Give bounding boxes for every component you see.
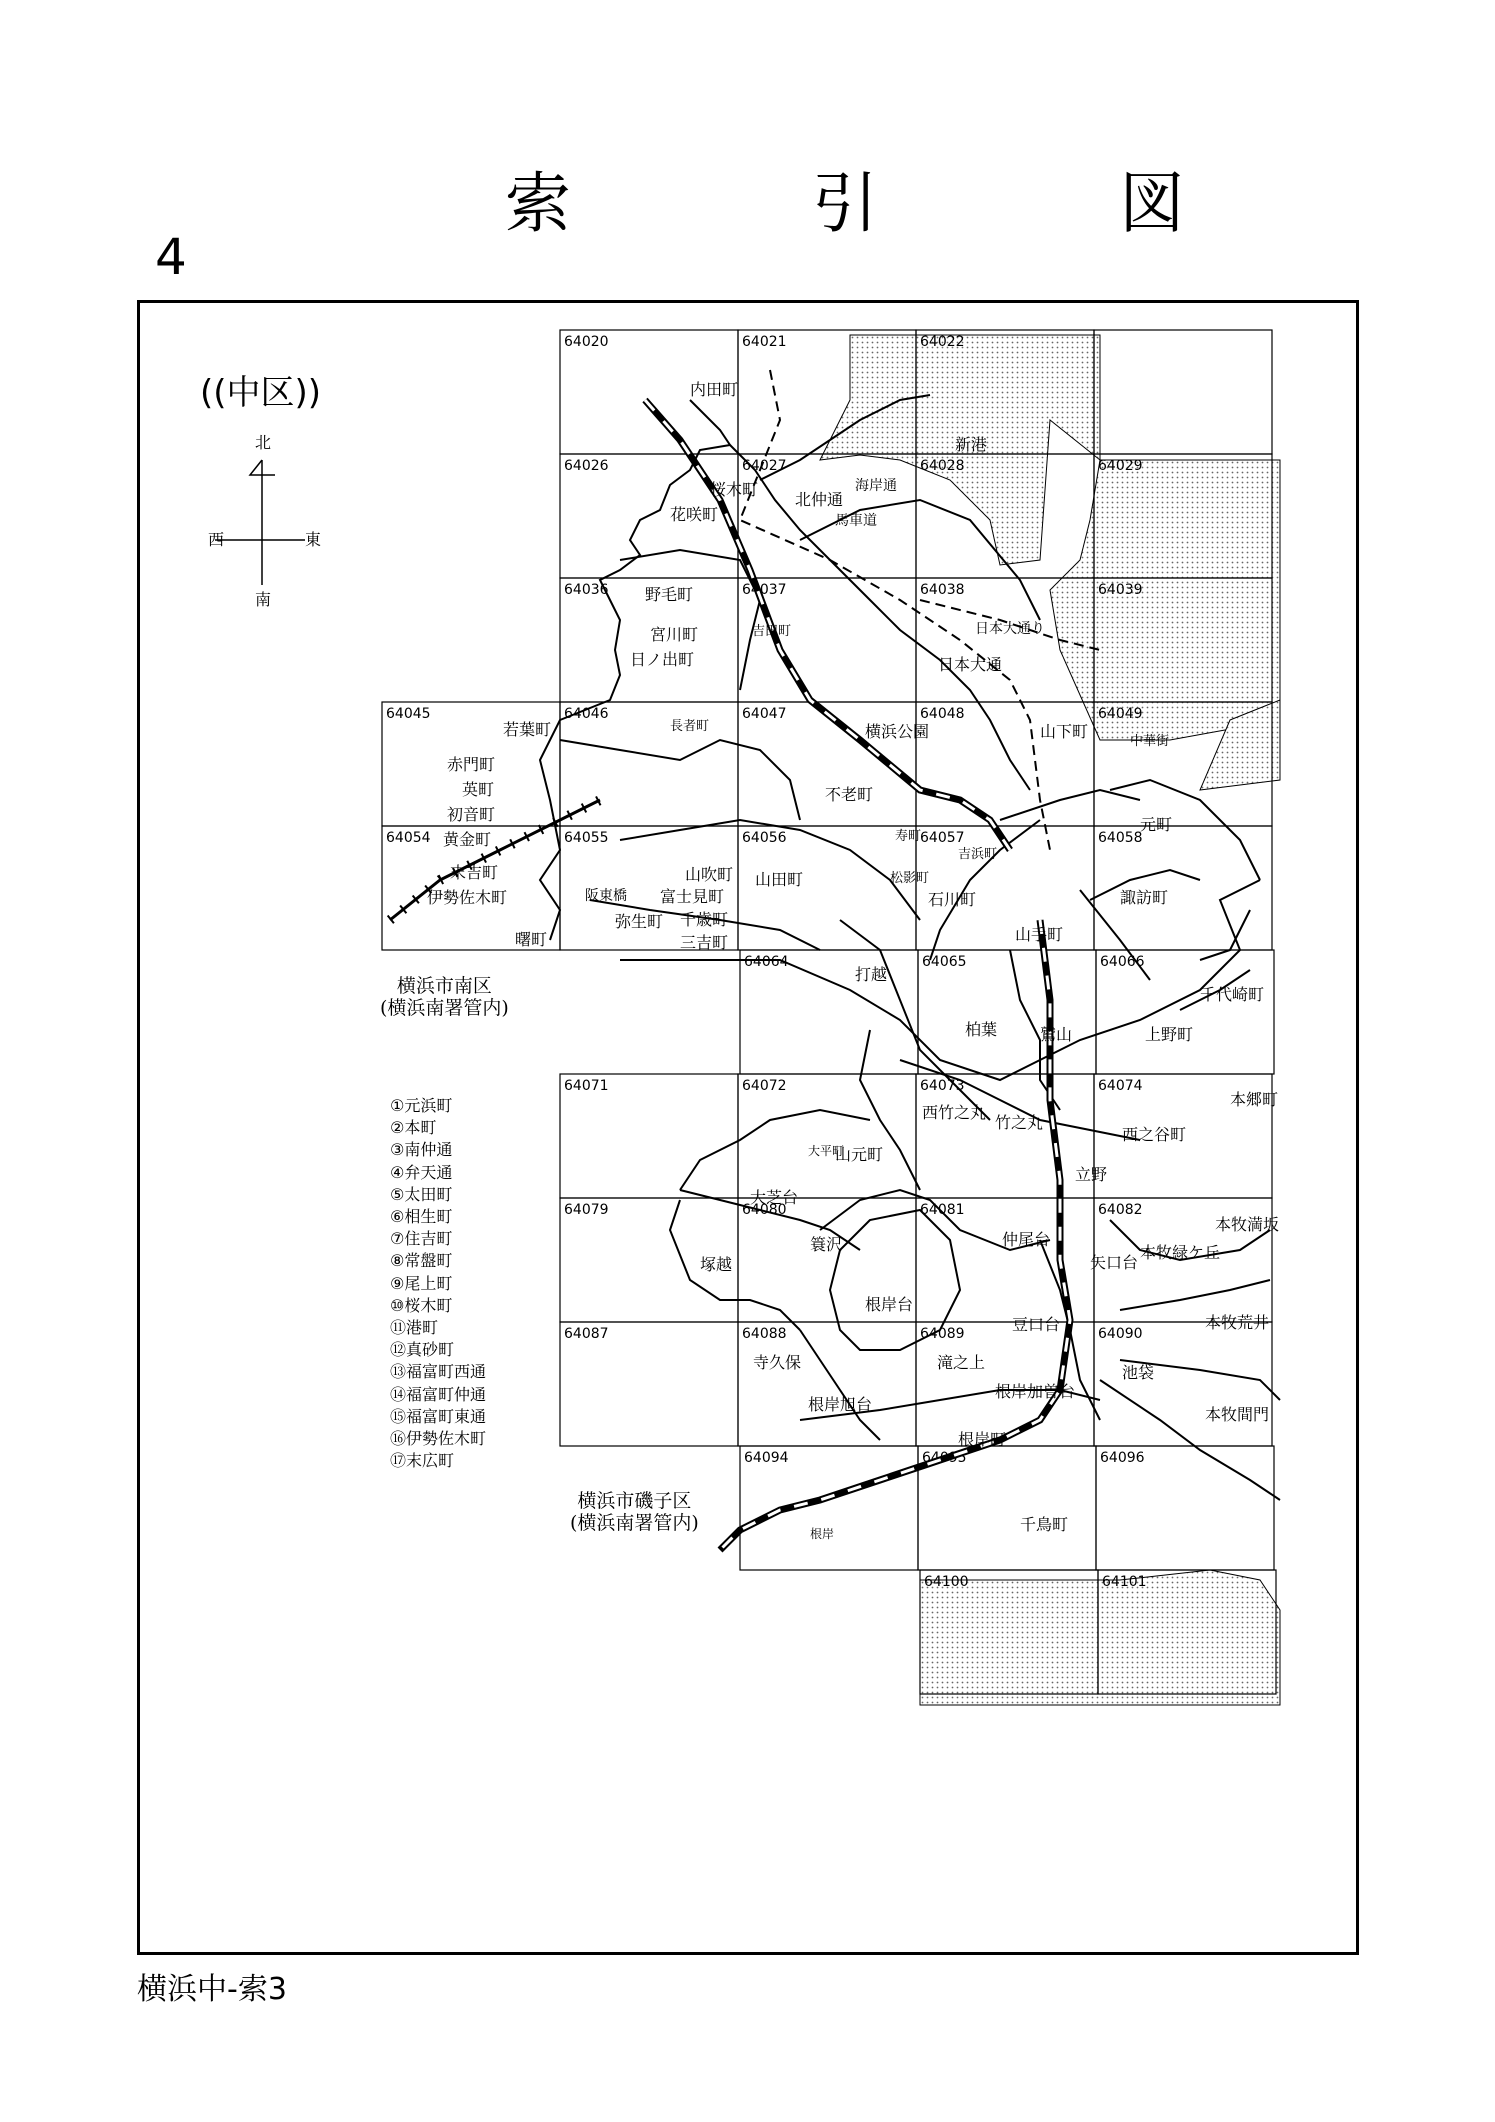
place-label: 打越: [855, 965, 888, 984]
place-label: 本牧間門: [1205, 1405, 1270, 1424]
place-label: 上野町: [1145, 1025, 1194, 1044]
grid-cell-label: 64027: [742, 458, 787, 474]
grid-cell-label: 64081: [920, 1202, 965, 1218]
legend-item: ⑫真砂町: [390, 1340, 455, 1360]
grid-cell: [1094, 330, 1272, 454]
place-label: 根岸町: [958, 1430, 1007, 1449]
place-label: 末吉町: [450, 863, 499, 882]
compass-east: 東: [305, 530, 322, 549]
footer-label: 横浜中-索3: [137, 1972, 287, 2007]
grid-cell-label: 64021: [742, 334, 787, 350]
place-label: 諏訪町: [1120, 888, 1169, 907]
place-label: 赤門町: [447, 755, 496, 774]
neighbor-name: 横浜市磯子区: [577, 1490, 692, 1512]
place-label: 根岸加曽台: [995, 1382, 1076, 1401]
grid-cell-label: 64074: [1098, 1078, 1143, 1094]
grid-cell-label: 64049: [1098, 706, 1143, 722]
grid-cell-label: 64047: [742, 706, 787, 722]
place-label: 黄金町: [443, 830, 492, 849]
grid-cell-label: 64020: [564, 334, 609, 350]
grid-cell-label: 64082: [1098, 1202, 1143, 1218]
place-label: 伊勢佐木町: [427, 888, 508, 907]
grid-cell-label: 64038: [920, 582, 965, 598]
place-label: 立野: [1075, 1165, 1108, 1184]
grid-cell-label: 64057: [920, 830, 965, 846]
neighbor-minami: [380, 975, 509, 1019]
place-label: 横浜公園: [865, 722, 930, 741]
place-label: 仲尾台: [1002, 1230, 1051, 1249]
place-label: 塚越: [700, 1255, 733, 1274]
legend-item: ⑩桜木町: [390, 1295, 453, 1315]
grid-cell-label: 64026: [564, 458, 609, 474]
place-label: 山吹町: [685, 865, 734, 884]
grid-cell-label: 64088: [742, 1326, 787, 1342]
grid-cell-label: 64089: [920, 1326, 965, 1342]
compass-west: 西: [208, 530, 225, 549]
grid-cell-label: 64022: [920, 334, 965, 350]
grid-cell-label: 64058: [1098, 830, 1143, 846]
place-label: 本牧荒井: [1205, 1313, 1270, 1332]
grid-cell-label: 64045: [386, 706, 431, 722]
legend-item: ④弁天通: [390, 1162, 453, 1182]
place-label: 西竹之丸: [922, 1103, 987, 1122]
place-label: 宮川町: [650, 625, 699, 644]
page-title: 索 引 図: [505, 165, 1295, 242]
place-label: 豆口台: [1012, 1315, 1061, 1334]
place-label: 吉浜町: [958, 847, 998, 862]
place-label: 花咲町: [670, 505, 719, 524]
legend-item: ⑥相生町: [390, 1207, 453, 1227]
grid-cell-label: 64087: [564, 1326, 609, 1342]
grid-cell-label: 64073: [920, 1078, 965, 1094]
place-label: 野毛町: [645, 585, 694, 604]
place-label: 馬車道: [835, 513, 877, 529]
legend-item: ⑬福富町西通: [390, 1362, 487, 1382]
grid-cell-label: 64064: [744, 954, 789, 970]
compass-north: 北: [255, 433, 272, 452]
place-label: 本郷町: [1230, 1090, 1279, 1109]
place-label: 内田町: [690, 380, 739, 399]
legend-item: ⑤太田町: [390, 1184, 453, 1204]
place-label: 曙町: [515, 930, 548, 949]
place-label: 寿町: [895, 829, 922, 844]
place-label: 滝之上: [937, 1353, 986, 1372]
place-label: 北仲通: [795, 490, 844, 509]
legend-item: ②本町: [390, 1118, 437, 1138]
place-label: 根岸旭台: [808, 1395, 873, 1414]
neighbor-isogo: [570, 1490, 699, 1534]
place-label: 英町: [462, 780, 495, 799]
sea-area: [1050, 460, 1280, 740]
place-label: 山元町: [835, 1145, 884, 1164]
ward-label: ((中区)): [200, 373, 322, 413]
neighbor-name: 横浜市南区: [396, 975, 492, 997]
grid-cell-label: 64046: [564, 706, 609, 722]
place-label: 山下町: [1040, 722, 1089, 741]
place-label: 西之谷町: [1122, 1125, 1187, 1144]
place-label: 日ノ出町: [630, 650, 695, 669]
legend-item: ⑧常盤町: [390, 1251, 453, 1271]
grid-cell-label: 64090: [1098, 1326, 1143, 1342]
place-label: 簑沢: [810, 1235, 843, 1254]
grid-cell-label: 64094: [744, 1450, 789, 1466]
grid-cell-label: 64096: [1100, 1450, 1145, 1466]
place-label: 池袋: [1122, 1363, 1155, 1382]
place-label: 本牧緑ケ丘: [1140, 1243, 1221, 1262]
compass-south: 南: [255, 590, 272, 609]
place-label: 柏葉: [965, 1020, 998, 1039]
place-label: 日本大通り: [975, 621, 1045, 637]
place-label: 初音町: [447, 805, 496, 824]
place-label: 寺久保: [753, 1353, 802, 1372]
grid-cell-label: 64029: [1098, 458, 1143, 474]
grid-cell-label: 64095: [922, 1450, 967, 1466]
place-label: 千代崎町: [1200, 985, 1265, 1004]
legend-item: ⑭福富町仲通: [390, 1384, 487, 1404]
place-label: 石川町: [928, 890, 977, 909]
grid-cell-label: 64055: [564, 830, 609, 846]
place-label: 海岸通: [855, 478, 897, 494]
grid-cell-label: 64080: [742, 1202, 787, 1218]
place-label: 不老町: [825, 785, 874, 804]
legend-item: ⑨尾上町: [390, 1273, 453, 1293]
place-label: 千歳町: [680, 910, 729, 929]
legend-item: ①元浜町: [390, 1096, 453, 1115]
legend-item: ⑦住吉町: [390, 1229, 453, 1249]
neighbor-note: (横浜南署管内): [570, 1512, 699, 1534]
place-label: 日本大通: [938, 655, 1003, 674]
place-label: 阪東橋: [585, 888, 627, 904]
place-label: 本牧満坂: [1215, 1215, 1280, 1234]
compass: [215, 460, 305, 585]
place-label: 根岸台: [865, 1295, 914, 1314]
place-label: 中華街: [1130, 734, 1170, 749]
place-label: 三吉町: [680, 933, 729, 952]
legend-item: ⑰末広町: [390, 1451, 455, 1471]
place-label: 山手町: [1015, 925, 1064, 944]
grid-cell-label: 64028: [920, 458, 965, 474]
place-label: 竹之丸: [995, 1113, 1044, 1132]
neighbor-note: (横浜南署管内): [380, 997, 509, 1019]
place-label: 吉田町: [752, 624, 792, 639]
legend-item: ⑮福富町東通: [390, 1406, 487, 1426]
place-label: 富士見町: [660, 887, 725, 906]
grid-cell-label: 64079: [564, 1202, 609, 1218]
page-number: 4: [155, 228, 187, 286]
grid-cell-label: 64036: [564, 582, 609, 598]
place-label: 若葉町: [503, 720, 552, 739]
place-label: 大平町: [808, 1144, 845, 1158]
place-label: 矢口台: [1090, 1253, 1139, 1272]
place-label: 長者町: [670, 719, 710, 734]
grid-cell-label: 64056: [742, 830, 787, 846]
legend-item: ⑯伊勢佐木町: [390, 1429, 487, 1449]
grid-cell-label: 64101: [1102, 1574, 1147, 1590]
grid-cell-label: 64065: [922, 954, 967, 970]
place-label: 元町: [1140, 815, 1173, 834]
place-label: 根岸: [810, 1527, 835, 1541]
grid-cell-label: 64048: [920, 706, 965, 722]
legend-item: ⑪港町: [390, 1318, 439, 1338]
grid-cell-label: 64072: [742, 1078, 787, 1094]
grid-cell-label: 64066: [1100, 954, 1145, 970]
grid-cell-label: 64039: [1098, 582, 1143, 598]
place-label: 大芝台: [750, 1188, 799, 1207]
place-label: 新港: [955, 435, 988, 454]
place-label: 松影町: [890, 871, 930, 886]
place-label: 千鳥町: [1020, 1515, 1069, 1534]
place-label: 山田町: [755, 870, 804, 889]
legend: [390, 1095, 486, 1472]
grid-cell-label: 64037: [742, 582, 787, 598]
grid-cell-label: 64054: [386, 830, 431, 846]
grid-cell-label: 64100: [924, 1574, 969, 1590]
place-label: 弥生町: [615, 912, 664, 931]
sea-area: [920, 1570, 1280, 1705]
place-label: 鷲山: [1040, 1025, 1073, 1044]
legend-item: ③南仲通: [390, 1140, 453, 1160]
place-label: 桜木町: [710, 480, 759, 499]
grid-cell-label: 64071: [564, 1078, 609, 1094]
